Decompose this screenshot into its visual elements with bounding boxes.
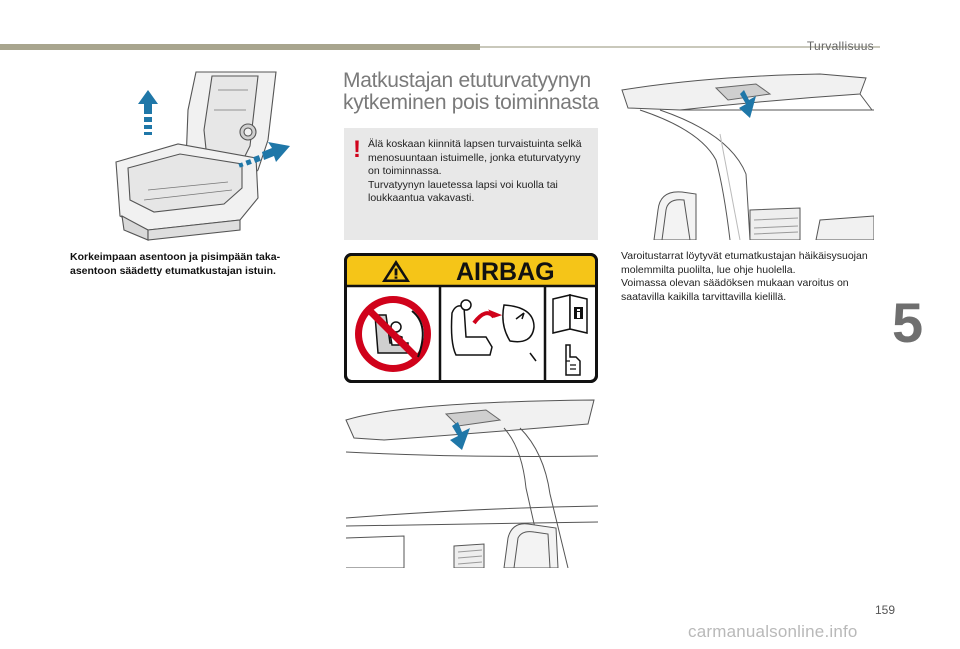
warning-text [368, 138, 594, 206]
warning-box [344, 128, 598, 240]
no-rear-facing-child-seat-icon [355, 296, 431, 372]
warning-line: Älä koskaan kiinnitä lapsen turvaistuinta selkä menosuuntaan istuimelle, jonka etuturvatyyny on toiminnassa. [368, 138, 582, 177]
seat-illustration [108, 70, 298, 242]
note-line: Voimassa olevan säädöksen mukaan varoitus on saatavilla kaikilla tarvittavilla kielillä. [621, 277, 849, 303]
watermark: carmanualsonline.info [688, 622, 858, 641]
note-line: Varoitustarrat löytyvät etumatkustajan häikäisysuojan molemmilta puolilta, lue ohje huolella. [621, 250, 868, 276]
page-title: Matkustajan etuturvatyynyn kytkeminen pois toiminnasta [343, 69, 599, 114]
section-title: Turvallisuus [806, 39, 874, 53]
chapter-number: 5 [892, 291, 924, 354]
seat-caption: Korkeimpaan asentoon ja pisimpään taka-asentoon säädetty etumatkustajan istuin. [70, 251, 281, 277]
sun-visor-illustration-bottom [344, 398, 598, 568]
sun-visor-illustration-top [620, 70, 874, 240]
visor-label-note [621, 250, 871, 304]
warning-line: Turvatyynyn lauetessa lapsi voi kuolla tai loukkaantua vakavasti. [368, 178, 558, 204]
airbag-label-text: AIRBAG [456, 258, 555, 286]
warning-exclamation-icon: ! [353, 136, 361, 163]
header-rule [0, 44, 480, 50]
airbag-warning-label [344, 253, 598, 383]
page-number: 159 [874, 603, 895, 617]
